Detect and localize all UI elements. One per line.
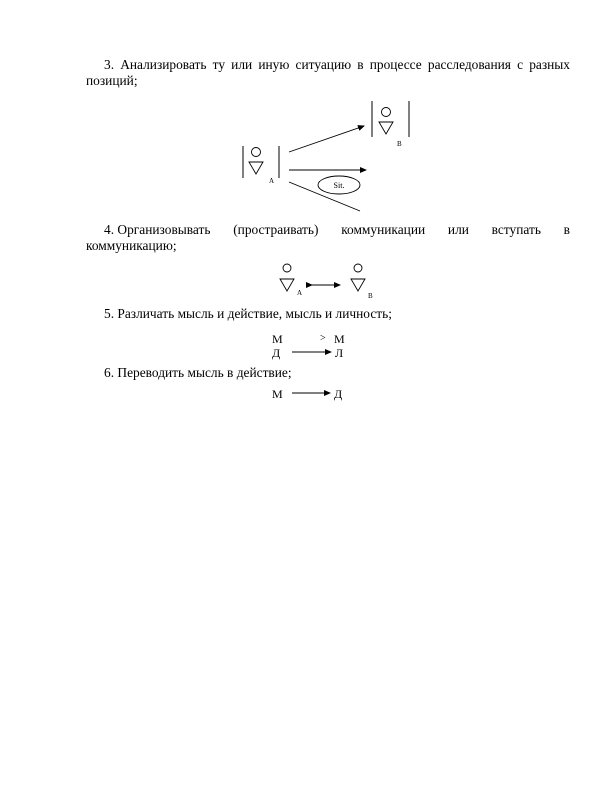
action-label: Д	[272, 346, 281, 360]
position-b-label: B	[397, 140, 402, 148]
thought-left-label: М	[272, 332, 283, 346]
item-6-number: 6.	[104, 365, 115, 380]
item-4-word: (простраивать)	[233, 222, 319, 237]
head-circle-icon	[283, 264, 291, 272]
item-4-word: вступать	[491, 222, 541, 237]
situation-label: Sit.	[333, 181, 345, 190]
item-4-word: или	[447, 222, 469, 237]
body-triangle-icon	[351, 279, 365, 291]
item-6-text: Переводить мысль в действие;	[117, 365, 292, 380]
head-circle-icon	[252, 148, 261, 157]
action-label: Д	[334, 387, 343, 401]
item-3-number: 3.	[104, 57, 115, 72]
position-a-figure	[243, 146, 279, 185]
body-triangle-icon	[379, 122, 393, 134]
greater-than-sign: >	[320, 333, 326, 344]
arrow-to-b	[289, 126, 364, 152]
item-3-text: Анализировать ту или иную ситуацию в процессе расследования с разных позиций;	[86, 57, 570, 88]
item-4-word: коммуникации	[341, 222, 426, 237]
item-4-line2: коммуникацию;	[86, 238, 177, 253]
person-label: Л	[335, 346, 344, 360]
thought-label: М	[272, 387, 283, 401]
item-5-number: 5.	[104, 306, 115, 321]
item-4-word: в	[563, 222, 570, 237]
head-circle-icon	[354, 264, 362, 272]
body-triangle-icon	[280, 279, 294, 291]
participant-b-label: B	[368, 292, 373, 300]
item-4-number-word: 4. Организовывать	[104, 222, 211, 237]
thought-right-label: М	[334, 332, 345, 346]
body-triangle-icon	[249, 162, 263, 174]
position-a-label: A	[269, 177, 275, 185]
diagram-6	[272, 387, 342, 401]
head-circle-icon	[382, 108, 391, 117]
item-5-text: Различать мысль и действие, мысль и личность;	[117, 306, 392, 321]
diagram-4	[280, 264, 373, 300]
diagram-5	[272, 332, 345, 360]
position-b-figure	[372, 101, 409, 148]
participant-a-label: A	[297, 289, 303, 297]
diagram-3	[243, 101, 409, 211]
